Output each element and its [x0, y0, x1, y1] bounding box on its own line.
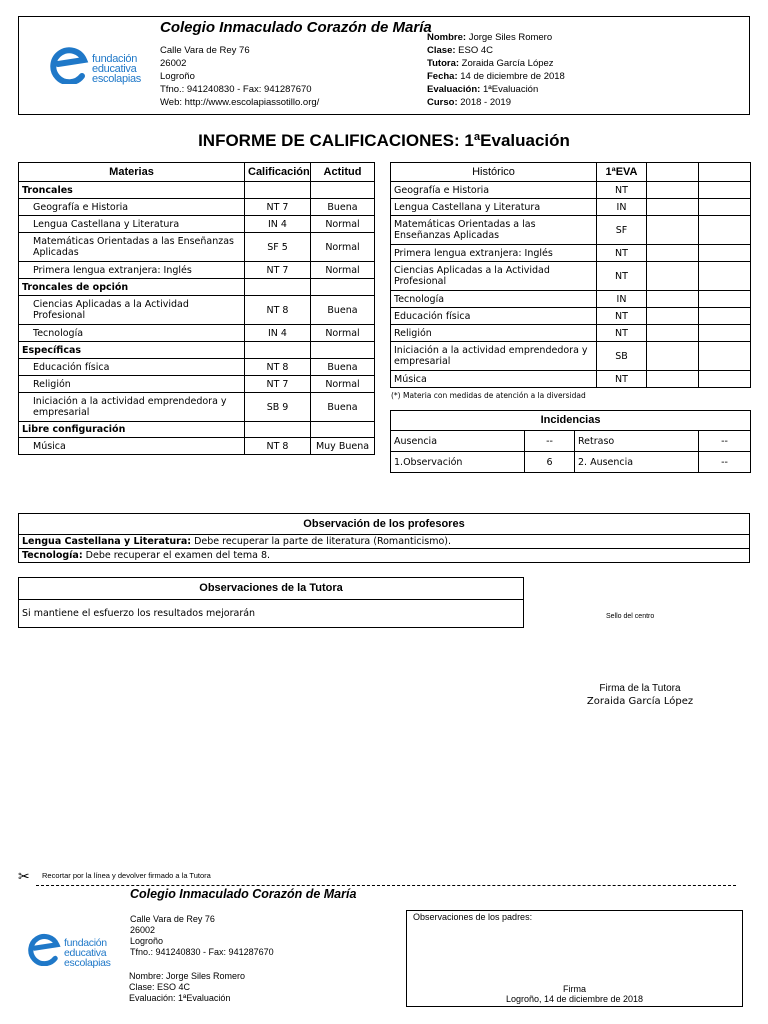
tutor-signature [560, 682, 720, 708]
grades-table [18, 162, 375, 455]
incidencia-label: 2. Ausencia [575, 452, 699, 473]
school-city: Logroño [160, 71, 195, 82]
school-phone: Tfno.: 941240830 - Fax: 941287670 [160, 84, 312, 95]
parents-sign-label: Firma [563, 984, 586, 994]
subject-cell: Música [19, 438, 245, 455]
history-subject: Ciencias Aplicadas a la Actividad Profesional [391, 262, 597, 291]
subject-cell: Lengua Castellana y Literatura [19, 216, 245, 233]
subject-cell: Matemáticas Orientadas a las Enseñanzas Aplicadas [19, 233, 245, 262]
subject-cell: Primera lengua extranjera: Inglés [19, 262, 245, 279]
info-class: Clase: ESO 4C [427, 45, 494, 56]
info-evaluation: Evaluación: 1ªEvaluación [427, 84, 539, 95]
history-subject: Iniciación a la actividad emprendedora y empresarial [391, 342, 597, 371]
grades-header-grade: Calificación [245, 163, 311, 182]
group-label: Troncales [19, 182, 245, 199]
incidencia-label: Ausencia [391, 431, 525, 452]
history-header-subject: Histórico [391, 163, 597, 182]
grade-cell: NT 7 [245, 262, 311, 279]
parents-observations-box[interactable] [406, 910, 743, 1007]
subject-cell: Religión [19, 376, 245, 393]
incidencia-label: Retraso [575, 431, 699, 452]
grade-cell: NT 7 [245, 376, 311, 393]
tutor-obs-text: Si mantiene el esfuerzo los resultados mejorarán [19, 600, 524, 628]
info-date: Fecha: 14 de diciembre de 2018 [427, 71, 565, 82]
history-grade: NT [597, 262, 647, 291]
parents-place-date: Logroño, 14 de diciembre de 2018 [505, 994, 644, 1004]
subject-cell: Educación física [19, 359, 245, 376]
grade-cell: NT 8 [245, 296, 311, 325]
teacher-obs-row: Lengua Castellana y Literatura: Debe recuperar la parte de literatura (Romanticismo). [19, 535, 750, 549]
attitude-cell: Buena [311, 199, 375, 216]
logo [50, 46, 150, 86]
tutor-observations [18, 577, 524, 628]
grade-cell: IN 4 [245, 325, 311, 342]
logo-line-1: fundación [92, 53, 138, 65]
incidencia-value: -- [699, 452, 751, 473]
history-grade: NT [597, 182, 647, 199]
attitude-cell: Normal [311, 325, 375, 342]
subject-cell: Tecnología [19, 325, 245, 342]
slip-address: Calle Vara de Rey 76 [130, 914, 215, 924]
report-title: INFORME DE CALIFICACIONES: 1ªEvaluación [198, 131, 570, 150]
slip-address-block [130, 914, 274, 958]
history-header-eva3 [699, 163, 751, 182]
history-header-eva1: 1ªEVA [597, 163, 647, 182]
teacher-obs-row: Tecnología: Debe recuperar el examen del tema 8. [19, 549, 750, 563]
seal-label: Sello del centro [606, 613, 655, 620]
history-subject: Matemáticas Orientadas a las Enseñanzas Aplicadas [391, 216, 597, 245]
logo-e-icon [28, 932, 62, 966]
attitude-cell: Normal [311, 262, 375, 279]
school-zip: 26002 [160, 58, 187, 69]
slip-city: Logroño [130, 936, 164, 946]
subject-cell: Ciencias Aplicadas a la Actividad Profesional [19, 296, 245, 325]
attitude-cell: Buena [311, 359, 375, 376]
history-footnote: (*) Materia con medidas de atención a la diversidad [391, 391, 586, 400]
history-subject: Geografía e Historia [391, 182, 597, 199]
incidencias-title: Incidencias [391, 411, 751, 431]
slip-evaluation: Evaluación: 1ªEvaluación [129, 993, 231, 1003]
grade-cell: SB 9 [245, 393, 311, 422]
history-subject: Tecnología [391, 291, 597, 308]
group-label: Libre configuración [19, 422, 245, 438]
cut-line-text: Recortar por la línea y devolver firmado a la Tutora [42, 871, 211, 880]
teacher-observations [18, 513, 750, 563]
logo-line-2: educativa [92, 63, 137, 75]
history-grade: IN [597, 199, 647, 216]
signature-name: Zoraida García López [586, 696, 694, 707]
signature-label: Firma de la Tutora [599, 683, 681, 694]
logo-line-3: escolapias [92, 73, 141, 85]
history-grade: SB [597, 342, 647, 371]
school-web: Web: http://www.escolapiassotillo.org/ [160, 97, 320, 108]
grade-cell: NT 8 [245, 359, 311, 376]
slip-logo-line-1: fundación [64, 937, 107, 949]
history-grade: SF [597, 216, 647, 245]
grades-header-subject: Materias [19, 163, 245, 182]
student-info [427, 31, 565, 109]
subject-cell: Geografía e Historia [19, 199, 245, 216]
attitude-cell: Normal [311, 233, 375, 262]
incidencia-value: 6 [525, 452, 575, 473]
incidencia-value: -- [525, 431, 575, 452]
history-subject: Música [391, 371, 597, 388]
attitude-cell: Buena [311, 296, 375, 325]
history-grade: NT [597, 371, 647, 388]
info-tutor: Tutora: Zoraida García López [427, 58, 554, 69]
slip-zip: 26002 [130, 925, 156, 935]
grade-cell: NT 7 [245, 199, 311, 216]
group-label: Específicas [19, 342, 245, 359]
info-course: Curso: 2018 - 2019 [427, 97, 511, 108]
slip-school-name: Colegio Inmaculado Corazón de María [130, 887, 357, 901]
slip-logo [28, 932, 128, 972]
school-name: Colegio Inmaculado Corazón de María [160, 19, 432, 36]
history-grade: NT [597, 325, 647, 342]
history-subject: Religión [391, 325, 597, 342]
grade-cell: SF 5 [245, 233, 311, 262]
logo-e-icon [50, 46, 90, 84]
history-table [390, 162, 751, 388]
tutor-obs-title: Observaciones de la Tutora [19, 578, 524, 600]
grades-header-attitude: Actitud [311, 163, 375, 182]
attitude-cell: Buena [311, 393, 375, 422]
school-address-block [160, 44, 319, 109]
attitude-cell: Normal [311, 376, 375, 393]
incidencias-table [390, 410, 751, 473]
slip-student-info [129, 971, 245, 1004]
history-header-eva2 [647, 163, 699, 182]
scissors-icon: ✂ [18, 868, 30, 884]
history-grade: NT [597, 245, 647, 262]
history-subject: Lengua Castellana y Literatura [391, 199, 597, 216]
history-subject: Educación física [391, 308, 597, 325]
slip-logo-line-3: escolapias [64, 957, 111, 969]
group-label: Troncales de opción [19, 279, 245, 296]
attitude-cell: Muy Buena [311, 438, 375, 455]
history-grade: NT [597, 308, 647, 325]
slip-name: Nombre: Jorge Siles Romero [129, 971, 246, 981]
school-address: Calle Vara de Rey 76 [160, 45, 250, 56]
incidencia-value: -- [699, 431, 751, 452]
parents-obs-label: Observaciones de los padres: [413, 912, 533, 922]
teacher-obs-title: Observación de los profesores [19, 514, 750, 535]
cut-line [36, 885, 736, 886]
attitude-cell: Normal [311, 216, 375, 233]
grade-cell: NT 8 [245, 438, 311, 455]
subject-cell: Iniciación a la actividad emprendedora y empresarial [19, 393, 245, 422]
slip-class: Clase: ESO 4C [129, 982, 191, 992]
history-grade: IN [597, 291, 647, 308]
incidencia-label: 1.Observación [391, 452, 525, 473]
grade-cell: IN 4 [245, 216, 311, 233]
history-subject: Primera lengua extranjera: Inglés [391, 245, 597, 262]
slip-phone: Tfno.: 941240830 - Fax: 941287670 [130, 947, 274, 957]
info-name: Nombre: Jorge Siles Romero [427, 32, 553, 43]
slip-logo-line-2: educativa [64, 947, 107, 959]
